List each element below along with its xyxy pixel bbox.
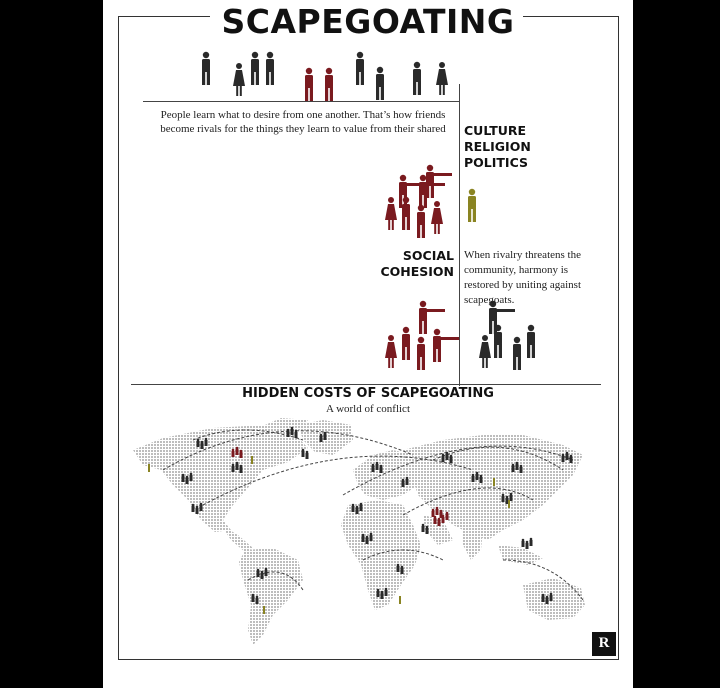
social-cohesion-label: SOCIAL COHESION: [380, 248, 454, 279]
section-heading: HIDDEN COSTS OF SCAPEGOATING: [242, 386, 494, 401]
illustrations: [103, 0, 633, 688]
unified-crowd-dark: [479, 301, 535, 370]
culture-religion-politics-label: CULTURE RELIGION POLITICS: [464, 123, 531, 170]
handshake-red-figures: [305, 68, 333, 101]
intro-text: People learn what to desire from one another. That’s how friends become rivals for the things they learn to value from their shared: [160, 109, 446, 135]
accusing-crowd-red: [385, 165, 452, 238]
world-map: [133, 418, 585, 645]
page-title: SCAPEGOATING: [221, 2, 515, 41]
scapegoat-figure: [468, 189, 476, 222]
publisher-logo: R: [592, 632, 616, 656]
rivalry-text: When rivalry threatens the community, harmony is restored by uniting against scapegoats.: [464, 249, 582, 306]
infographic-page: [103, 0, 633, 688]
section-subheading: A world of conflict: [325, 403, 410, 415]
unified-crowd-red: [385, 301, 459, 370]
